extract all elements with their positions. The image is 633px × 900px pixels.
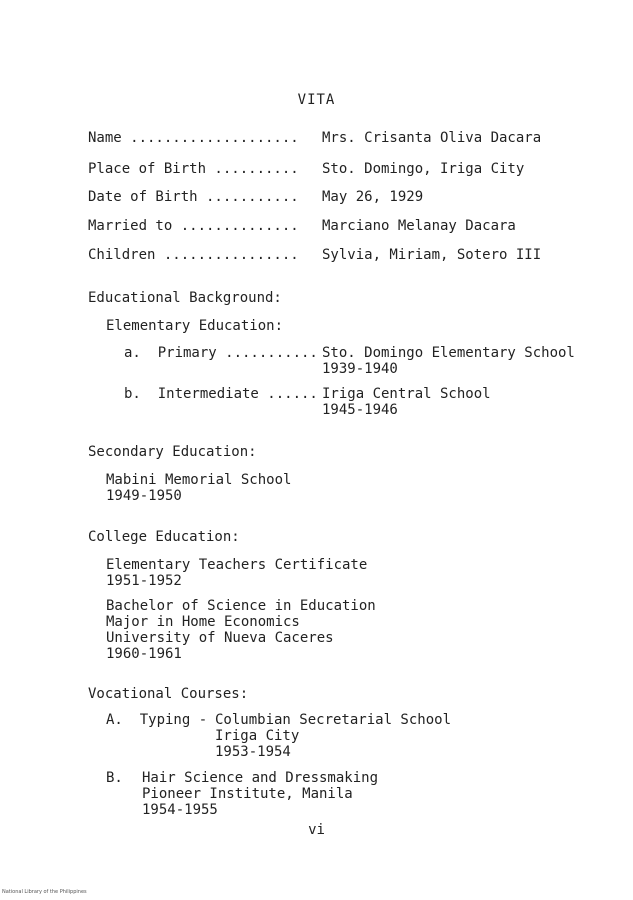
name-value: Mrs. Crisanta Oliva Dacara xyxy=(322,130,542,146)
page-title: VITA xyxy=(297,92,336,108)
page-number: vi xyxy=(308,822,325,838)
spouse-label: Married to .............. xyxy=(88,218,299,234)
birthplace-value: Sto. Domingo, Iriga City xyxy=(322,161,525,177)
name-row xyxy=(88,130,541,146)
primary-label: a. Primary ........... xyxy=(124,345,318,361)
vocational-a-school: Columbian Secretarial School xyxy=(215,712,452,728)
children-label: Children ................ xyxy=(88,247,299,263)
intermediate-school: Iriga Central School xyxy=(322,386,491,402)
vocational-a-prefix: A. Typing - xyxy=(106,712,216,728)
spouse-row xyxy=(88,218,516,234)
degree-major: Major in Home Economics xyxy=(106,614,300,630)
degree-name: Bachelor of Science in Education xyxy=(106,598,376,614)
vocational-b-row xyxy=(106,770,378,786)
spouse-value: Marciano Melanay Dacara xyxy=(322,218,516,234)
intermediate-row xyxy=(124,386,491,402)
name-label: Name .................... xyxy=(88,130,299,146)
vocational-a-years: 1953-1954 xyxy=(215,744,291,760)
certificate-name: Elementary Teachers Certificate xyxy=(106,557,368,573)
secondary-years: 1949-1950 xyxy=(106,488,182,504)
vocational-a-row xyxy=(106,712,451,728)
intermediate-label: b. Intermediate ...... xyxy=(124,386,318,402)
vocational-a-place: Iriga City xyxy=(215,728,300,744)
primary-years: 1939-1940 xyxy=(322,361,398,377)
birthdate-row xyxy=(88,189,423,205)
birthplace-row xyxy=(88,161,524,177)
footer-watermark: National Library of the Philippines xyxy=(2,889,87,895)
birthplace-label: Place of Birth .......... xyxy=(88,161,299,177)
children-row xyxy=(88,247,541,263)
college-heading: College Education: xyxy=(88,529,240,545)
secondary-school: Mabini Memorial School xyxy=(106,472,292,488)
vocational-b-years: 1954-1955 xyxy=(142,802,218,818)
elementary-heading: Elementary Education: xyxy=(106,318,284,334)
birthdate-value: May 26, 1929 xyxy=(322,189,424,205)
primary-row xyxy=(124,345,575,361)
primary-school: Sto. Domingo Elementary School xyxy=(322,345,575,361)
vocational-b-school: Pioneer Institute, Manila xyxy=(142,786,353,802)
degree-school: University of Nueva Caceres xyxy=(106,630,334,646)
vocational-b-prefix: B. xyxy=(106,770,123,786)
birthdate-label: Date of Birth ........... xyxy=(88,189,299,205)
vocational-b-course: Hair Science and Dressmaking xyxy=(142,770,379,786)
children-value: Sylvia, Miriam, Sotero III xyxy=(322,247,542,263)
degree-years: 1960-1961 xyxy=(106,646,182,662)
secondary-heading: Secondary Education: xyxy=(88,444,257,460)
certificate-years: 1951-1952 xyxy=(106,573,182,589)
educational-background-heading: Educational Background: xyxy=(88,290,282,306)
intermediate-years: 1945-1946 xyxy=(322,402,398,418)
vocational-heading: Vocational Courses: xyxy=(88,686,249,702)
